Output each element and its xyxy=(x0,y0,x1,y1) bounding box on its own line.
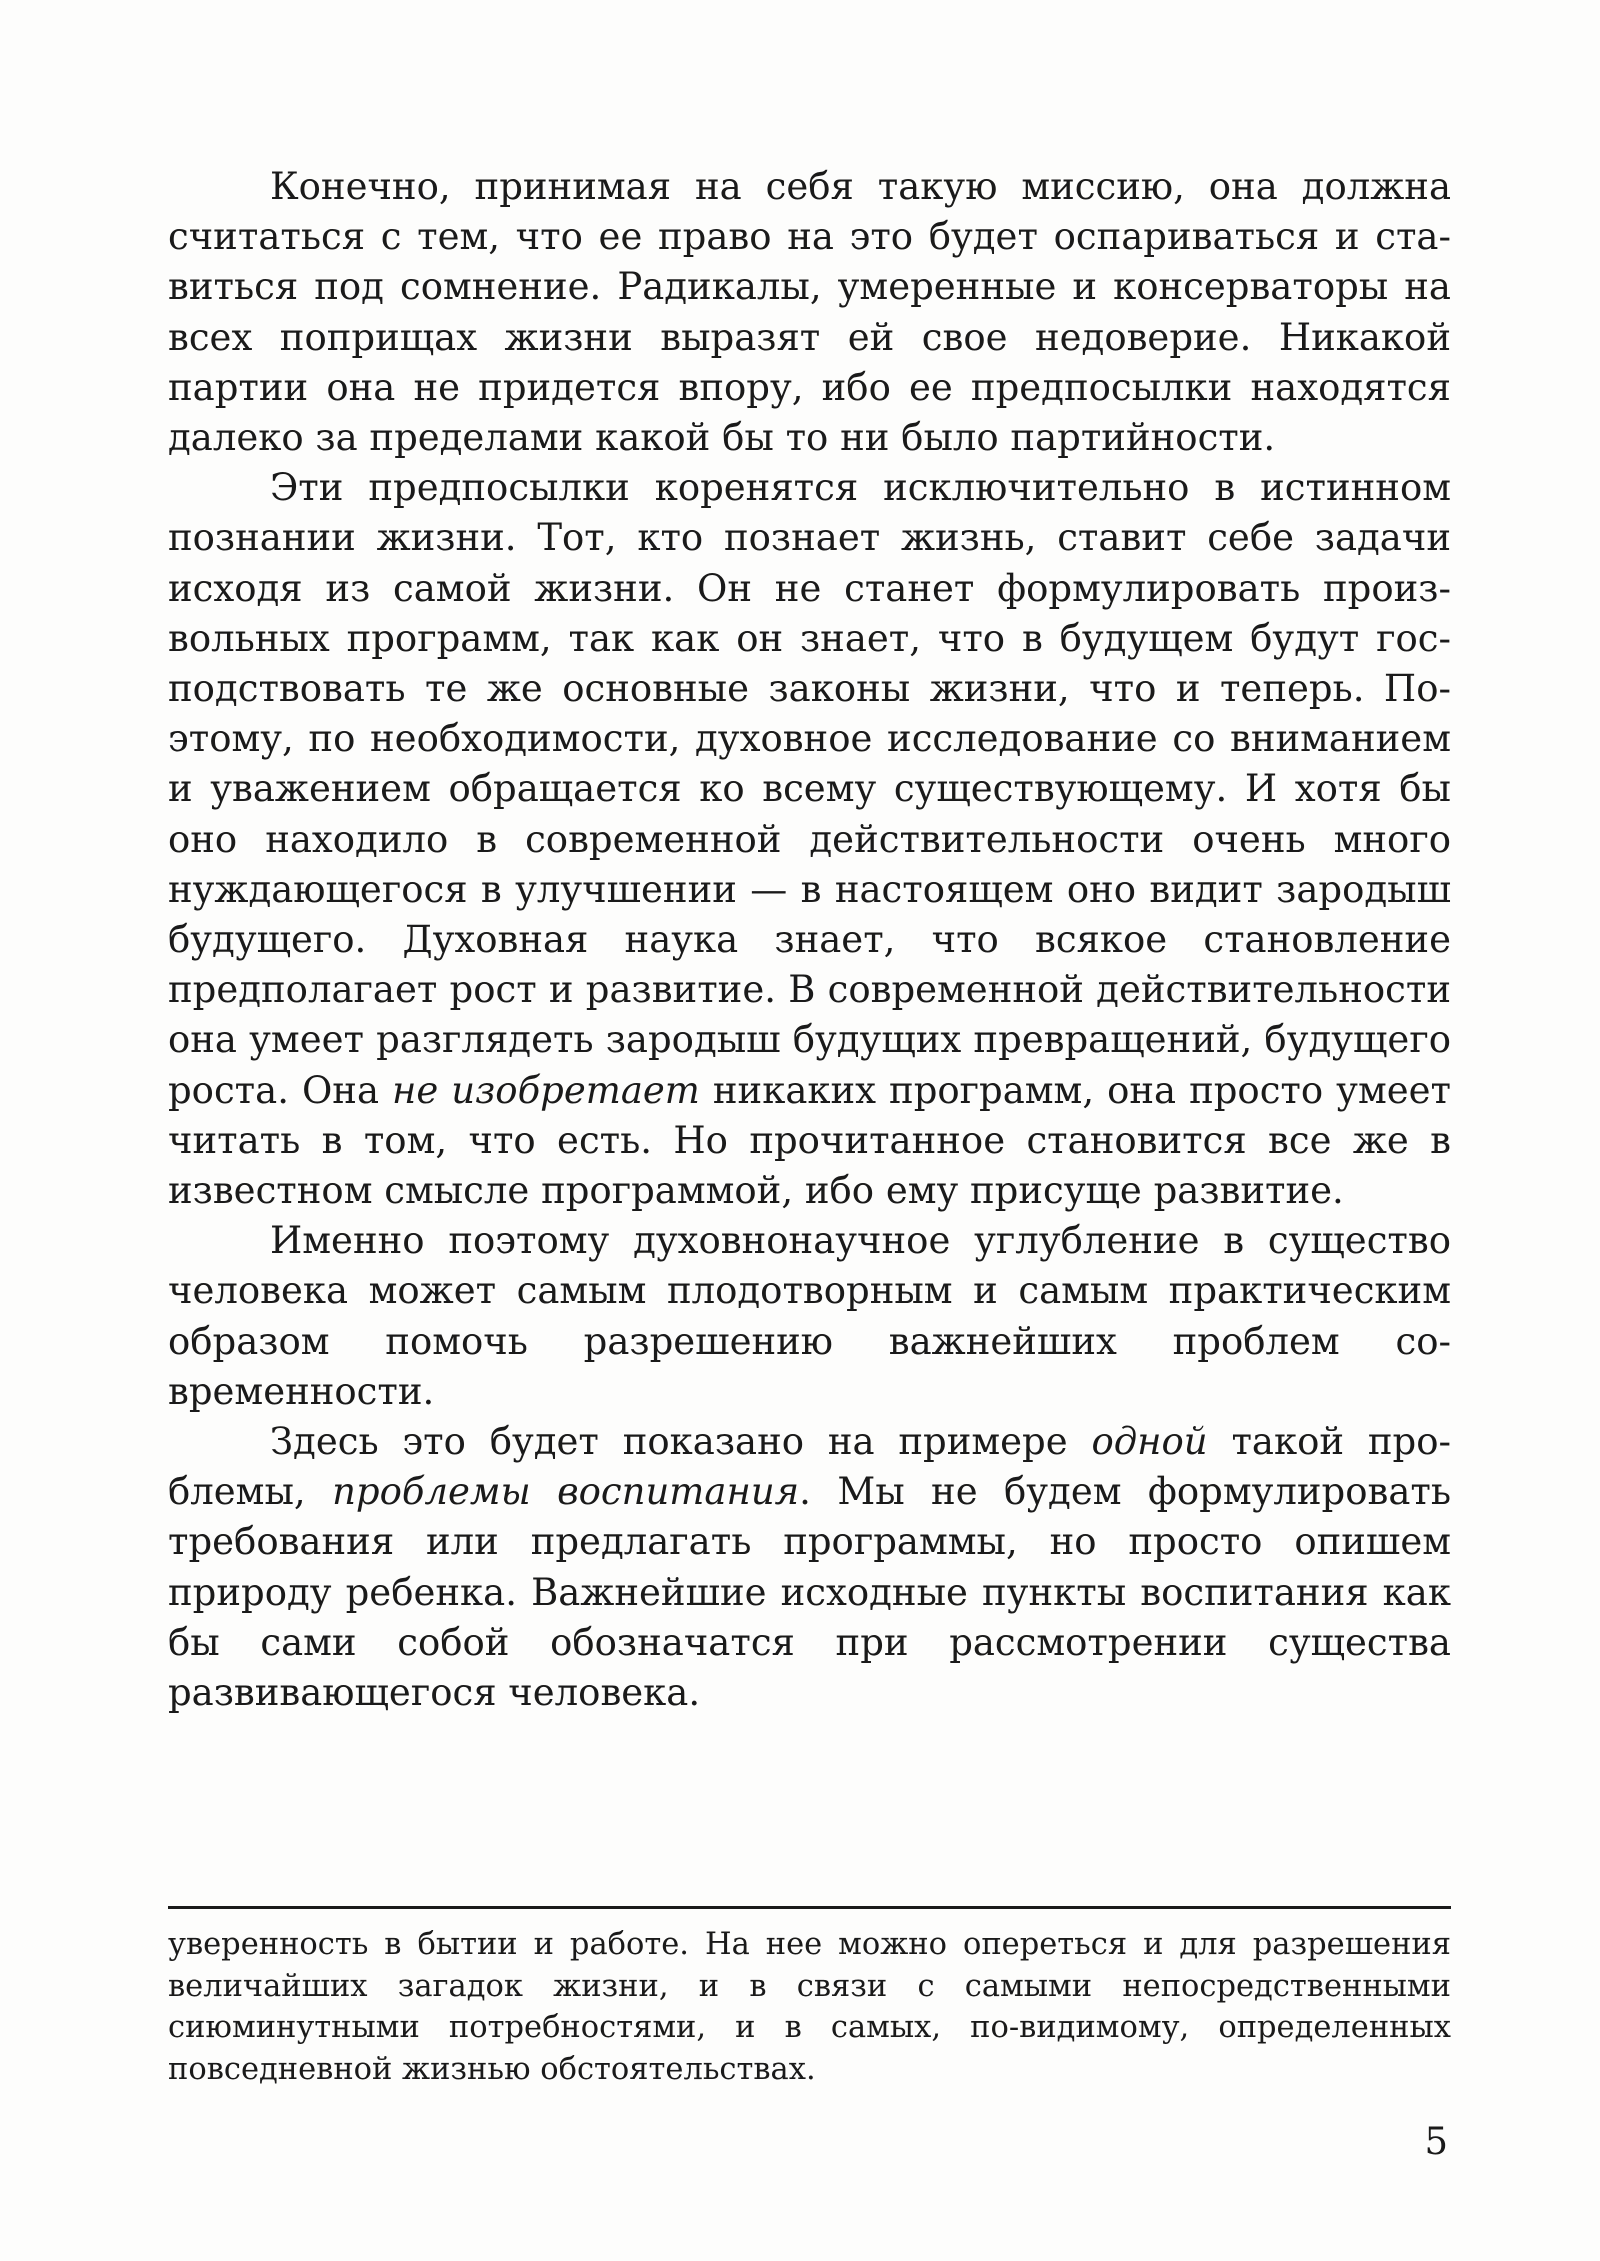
page-number: 5 xyxy=(1424,2120,1448,2163)
paragraph-4-text-a: Здесь это будет показано на примере xyxy=(270,1420,1092,1464)
paragraph-2-text-a: Эти предпосылки коренятся исключительно в истинном познании жизни. Тот, кто познает жизнь, ставит себе задачи исходя из самой жизни. Он не станет формулировать произвольных программ, так как он знает, что в будущем будут господствовать те же основные законы жизни, что и теперь. Поэтому, по необходимости, духовное исследование со вниманием и уважением обращается ко всему существующему. И хотя бы оно находило в современной действительности очень много нуждающегося в улучшении — в настоящем оно видит зародыш будущего. Духовная наука знает, что всякое становление предполагает рост и развитие. В современной действительности она умеет разглядеть зародыш будущих превращений, будущего роста. Она xyxy=(168,466,1451,1112)
paragraph-4 xyxy=(168,1417,1451,1718)
paragraph-1 xyxy=(168,162,1451,463)
paragraph-4-text-c: . Мы не будем формулировать требования или предлагать программы, но просто опишем природу ребенка. Важнейшие исходные пункты воспитания как бы сами собой обозначатся при рассмотрении существа развивающегося человека. xyxy=(168,1470,1451,1715)
footnote-text: уверенность в бытии и работе. На нее можно опереться и для разрешения величайших загадок жизни, и в связи с самыми непосредственными сиюминутными потребностями, и в самых, по-видимому, определенных повседневной жизнью обстоятельствах. xyxy=(168,1927,1451,2087)
paragraph-3 xyxy=(168,1216,1451,1417)
paragraph-2 xyxy=(168,463,1451,1216)
paragraph-2-emphasis: не изобретает xyxy=(392,1068,700,1112)
paragraph-1-text: Конечно, принимая на себя такую миссию, она должна считаться с тем, что ее право на это будет оспариваться и ставиться под сомнение. Радикалы, умеренные и консерваторы на всех поприщах жизни выразят ей свое недоверие. Никакой партии она не придется впору, ибо ее предпосылки находятся далеко за пределами какой бы то ни было партийности. xyxy=(168,165,1451,460)
paragraph-4-emphasis-1: одной xyxy=(1091,1420,1208,1464)
paragraph-2-text-b: никаких программ, она просто умеет читать в том, что есть. Но прочитанное становится все же в известном смысле программой, ибо ему присуще развитие. xyxy=(168,1068,1451,1213)
paragraph-4-text-b: такой проблемы, xyxy=(168,1420,1451,1514)
main-text-body xyxy=(168,162,1451,1718)
paragraph-4-emphasis-2: проблемы воспитания xyxy=(332,1470,800,1514)
footnote-divider xyxy=(168,1906,1451,1909)
paragraph-3-text: Именно поэтому духовнонаучное углубление в существо человека может самым плодотворным и самым практическим образом помочь разрешению важнейших проблем современности. xyxy=(168,1219,1451,1413)
